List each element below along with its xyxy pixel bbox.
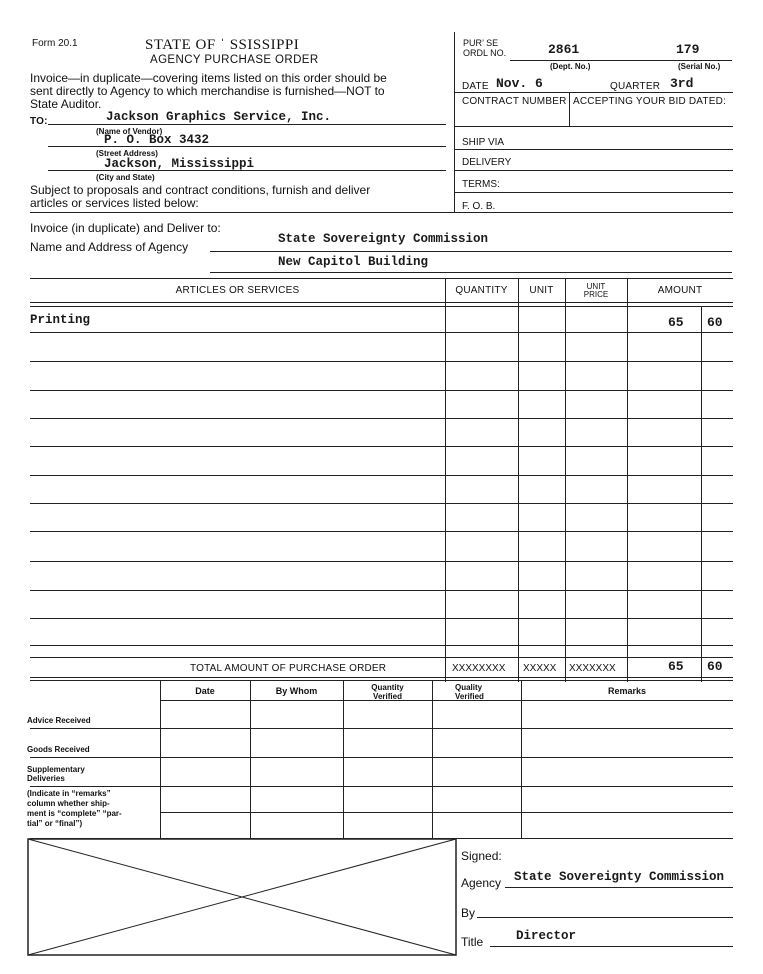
crossed-out-box <box>27 838 457 958</box>
contract-number-label: CONTRACT NUMBER <box>462 96 567 107</box>
total-dollars: 65 <box>668 659 684 674</box>
col-articles-header: ARTICLES OR SERVICES <box>175 285 300 296</box>
fob-label: F. O. B. <box>462 201 496 212</box>
signed-label: Signed: <box>461 849 502 863</box>
table-row-line <box>30 561 733 562</box>
to-label: TO: <box>30 116 48 127</box>
po-label <box>463 38 506 58</box>
total-unit-x: XXXXX <box>523 663 557 674</box>
quarter-label: QUARTER <box>610 81 661 92</box>
receipt-col-quality-line-1: Quality <box>455 683 483 692</box>
col-amount-header: AMOUNT <box>657 285 703 296</box>
serial-no-label: (Serial No.) <box>678 62 721 71</box>
row-supp-line-2: Deliveries <box>27 774 65 783</box>
date-label: DATE <box>462 81 489 92</box>
form-subtitle: AGENCY PURCHASE ORDER <box>150 54 319 66</box>
invoice-line-2: sent directly to Agency to which merchandise is furnished—NOT to <box>30 84 385 98</box>
vendor-street: P. O. Box 3432 <box>104 133 210 147</box>
total-quantity-x: XXXXXXXX <box>452 663 506 674</box>
deliver-to-line-1: Invoice (in duplicate) and Deliver to: <box>30 221 221 235</box>
table-row-line <box>30 475 733 476</box>
po-label-line-1: PUR’ SE <box>463 38 499 48</box>
item-amount-cents: 60 <box>707 315 723 330</box>
table-row-line <box>30 306 733 307</box>
receipt-col-by-whom: By Whom <box>275 686 318 696</box>
invoice-line-1: Invoice—in duplicate—covering items listed on this order should be <box>30 71 387 85</box>
receipt-note <box>27 789 122 829</box>
vendor-city: Jackson, Mississippi <box>104 157 255 171</box>
receipt-col-qty-line-1: Quantity <box>371 683 404 692</box>
subject-line-1: Subject to proposals and contract conditions, furnish and deliver <box>30 183 371 197</box>
vendor-name: Jackson Graphics Service, Inc. <box>106 110 332 124</box>
receipt-note-line-2: column whether ship- <box>27 799 110 808</box>
col-quantity-header: QUANTITY <box>455 285 508 296</box>
receipt-col-qty-line-2: Verified <box>373 692 402 701</box>
invoice-instructions <box>30 72 450 111</box>
receipt-col-remarks: Remarks <box>607 686 647 696</box>
table-row-line <box>30 332 733 333</box>
table-row-line <box>30 503 733 504</box>
receipt-col-date: Date <box>195 686 215 696</box>
subject-text <box>30 184 370 210</box>
bid-dated-label: ACCEPTING YOUR BID DATED: <box>573 96 726 107</box>
terms-label: TERMS: <box>462 179 500 190</box>
receipt-note-line-4: tial” or “final”) <box>27 819 83 828</box>
table-row-line <box>30 590 733 591</box>
date-value: Nov. 6 <box>496 76 543 91</box>
table-row-line <box>30 618 733 619</box>
total-price-x: XXXXXXX <box>569 663 616 674</box>
col-unit-price-line-2: PRICE <box>583 290 609 299</box>
sig-agency-value: State Sovereignty Commission <box>514 870 725 884</box>
item-description: Printing <box>30 313 91 327</box>
total-label: TOTAL AMOUNT OF PURCHASE ORDER <box>190 663 387 674</box>
table-row-line <box>30 531 733 532</box>
table-row-line <box>30 657 733 658</box>
total-cents: 60 <box>707 659 723 674</box>
form-title: STATE OF ˈ SSISSIPPI <box>145 37 300 53</box>
table-row-line <box>30 645 733 646</box>
serial-no: 179 <box>676 42 700 57</box>
sig-agency-label: Agency <box>461 876 502 890</box>
col-unit-price-line-1: UNIT <box>586 282 606 291</box>
col-unit-header: UNIT <box>529 285 554 296</box>
deliver-to-line-2: Name and Address of Agency <box>30 240 189 254</box>
receipt-col-quality-line-2: Verified <box>455 692 484 701</box>
ship-via-label: SHIP VIA <box>462 137 505 148</box>
row-advice-received: Advice Received <box>27 716 91 725</box>
dept-no: 2861 <box>548 42 580 57</box>
table-row-line <box>30 446 733 447</box>
invoice-line-3: State Auditor. <box>30 97 102 111</box>
po-label-line-2: ORDL NO. <box>463 48 507 58</box>
receipt-col-qty-verified <box>343 683 432 701</box>
vendor-name-label: (Name of Vendor) <box>96 127 163 136</box>
vendor-street-label: (Street Address) <box>96 149 158 158</box>
row-supplementary-deliveries <box>27 765 85 783</box>
sig-by-label: By <box>461 906 476 920</box>
delivery-label: DELIVERY <box>462 157 512 168</box>
col-unit-price-header <box>565 283 627 299</box>
receipt-col-quality-verified <box>455 683 484 701</box>
receipt-note-line-3: ment is “complete” “par- <box>27 809 122 818</box>
table-row-line <box>30 390 733 391</box>
vendor-city-label: (City and State) <box>96 173 155 182</box>
table-row-line <box>30 418 733 419</box>
receipt-note-line-1: (Indicate in “remarks” <box>27 789 111 798</box>
subject-line-2: articles or services listed below: <box>30 196 199 210</box>
agency-name: State Sovereignty Commission <box>278 232 489 246</box>
row-goods-received: Goods Received <box>27 745 90 754</box>
table-row-line <box>30 361 733 362</box>
quarter-value: 3rd <box>670 76 694 91</box>
dept-no-label: (Dept. No.) <box>550 62 591 71</box>
agency-address: New Capitol Building <box>278 255 429 269</box>
item-amount-dollars: 65 <box>668 315 684 330</box>
sig-title-value: Director <box>516 929 577 943</box>
form-number: Form 20.1 <box>32 38 78 49</box>
sig-title-label: Title <box>461 935 484 949</box>
row-supp-line-1: Supplementary <box>27 765 85 774</box>
